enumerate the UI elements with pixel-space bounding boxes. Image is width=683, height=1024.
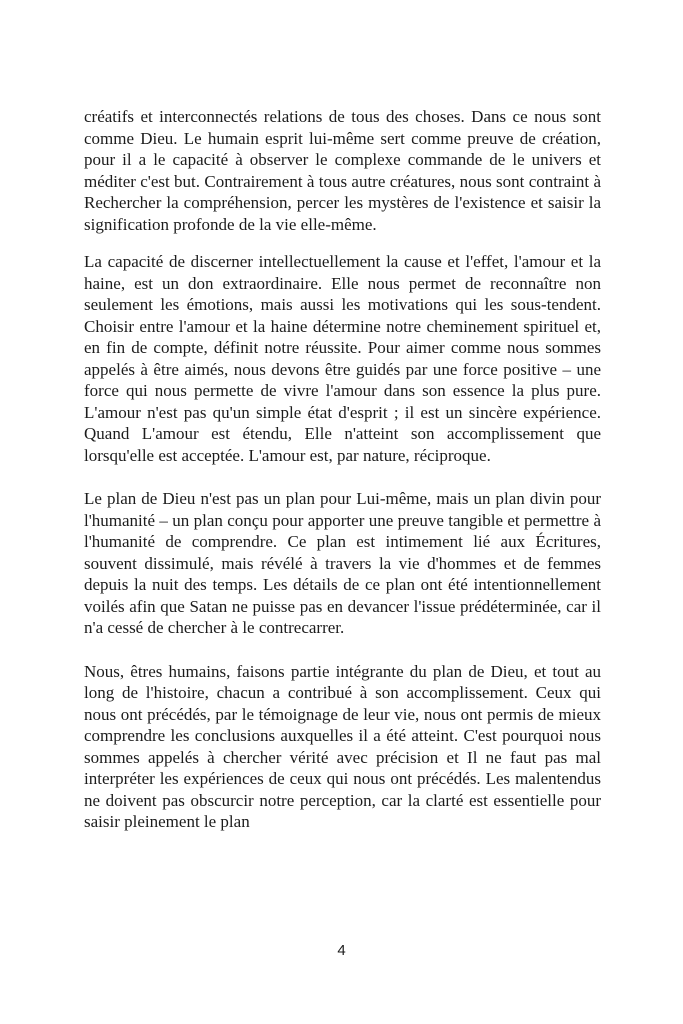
paragraph-3: Le plan de Dieu n'est pas un plan pour Lui-même, mais un plan divin pour l'humanité – un plan conçu pour apporter une preuve tangible et permettre à l'humanité de comprendre. Ce plan est intimement lié aux Écritures, souvent dissimulé, mais révélé à travers la vie d'hommes et de femmes depuis la nuit des temps. Les détails de ce plan ont été intentionnellement voilés afin que Satan ne puisse pas en devancer l'issue prédéterminée, car il n'a cessé de chercher à le contrecarrer.: [84, 489, 601, 637]
paragraph-2: La capacité de discerner intellectuellement la cause et l'effet, l'amour et la haine, est un don extraordinaire. Elle nous permet de reconnaître non seulement les émotions, mais aussi les motivations qui les sous-tendent. Choisir entre l'amour et la haine détermine notre cheminement spirituel et, en fin de compte, définit notre réussite. Pour aimer comme nous sommes appelés à être aimés, nous devons être guidés par une force positive – une force qui nous permette de vivre l'amour dans son essence la plus pure. L'amour n'est pas qu'un simple état d'esprit ; il est un sincère expérience. Quand L'amour est étendu, Elle n'atteint son accomplissement que lorsqu'elle est acceptée. L'amour est, par nature, réciproque.: [84, 252, 601, 465]
page-number: 4: [337, 942, 346, 959]
paragraph-1: créatifs et interconnectés relations de tous des choses. Dans ce nous sont comme Dieu. Le humain esprit lui-même sert comme preuve de création, pour il a le capacité à observer le complexe commande de le univers et méditer c'est but. Contrairement à tous autre créatures, nous sont contraint à Rechercher la compréhension, percer les mystères de l'existence et saisir la signification profonde de la vie elle-même.: [84, 107, 601, 234]
page-body-text: [84, 106, 601, 833]
page-footer: [0, 942, 683, 959]
paragraph-4: Nous, êtres humains, faisons partie intégrante du plan de Dieu, et tout au long de l'histoire, chacun a contribué à son accomplissement. Ceux qui nous ont précédés, par le témoignage de leur vie, nous ont permis de mieux comprendre les conclusions auxquelles il a été atteint. C'est pourquoi nous sommes appelés à chercher vérité avec précision et Il ne faut pas mal interpréter les expériences de ceux qui nous ont précédés. Les malentendus ne doivent pas obscurcir notre perception, car la clarté est essentielle pour saisir pleinement le plan: [84, 661, 601, 831]
